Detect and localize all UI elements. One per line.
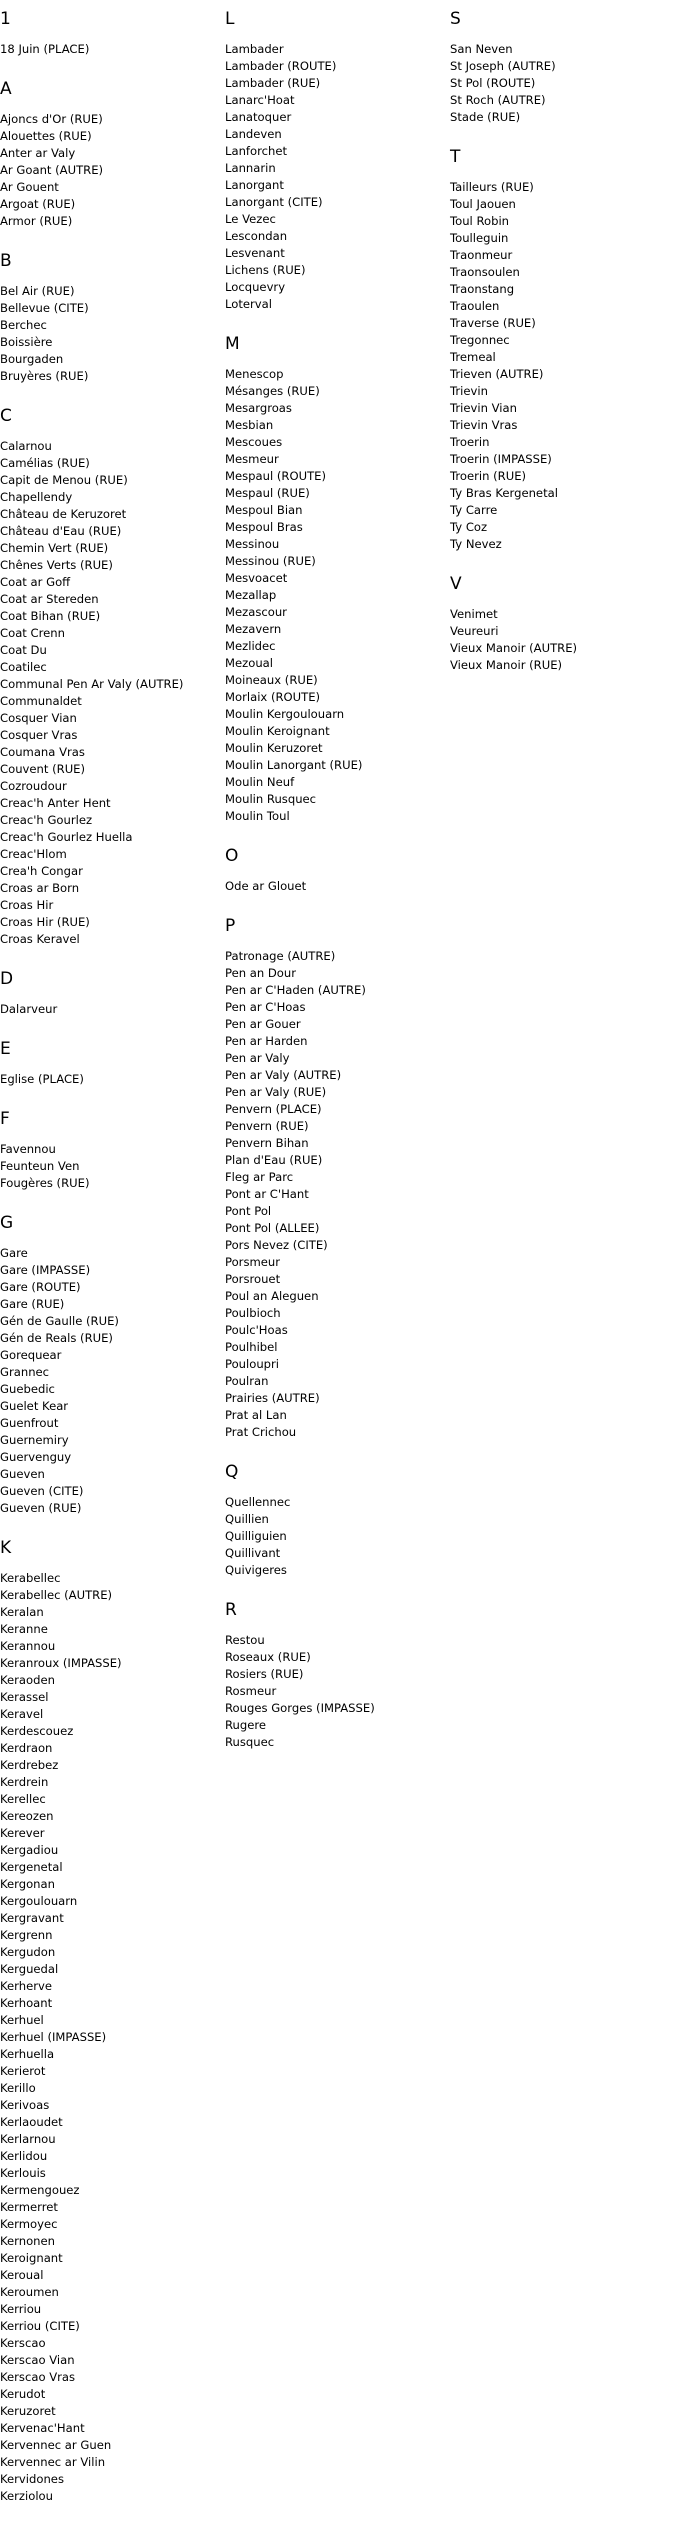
street-entry: Lanarc'Hoat xyxy=(225,93,295,107)
street-entry: Pen ar Gouer xyxy=(225,1017,301,1031)
street-entry: Prairies (AUTRE) xyxy=(225,1391,320,1405)
street-entry: 18 Juin (PLACE) xyxy=(0,42,90,56)
street-entry: Mespoul Bian xyxy=(225,503,303,517)
street-entry: Couvent (RUE) xyxy=(0,762,86,776)
street-entry: Penvern Bihan xyxy=(225,1136,309,1150)
street-entry: Poulran xyxy=(225,1374,269,1388)
street-entry: Kerdraon xyxy=(0,1741,53,1755)
street-entry: Mespaul (ROUTE) xyxy=(225,469,327,483)
section-letter-heading: O xyxy=(225,846,239,866)
street-entry: Bourgaden xyxy=(0,352,64,366)
section-letter-heading: 1 xyxy=(0,9,11,29)
street-entry: Keroual xyxy=(0,2268,44,2282)
street-entry: Mesargroas xyxy=(225,401,292,415)
street-entry: Kereozen xyxy=(0,1809,54,1823)
street-entry: Kerlaoudet xyxy=(0,2115,63,2129)
street-entry: Tregonnec xyxy=(450,333,510,347)
street-entry: Ty Bras Kergenetal xyxy=(450,486,558,500)
street-entry: Kerhoant xyxy=(0,1996,53,2010)
street-entry: Guebedic xyxy=(0,1382,55,1396)
street-entry: Lanorgant (CITE) xyxy=(225,195,323,209)
street-entry: Lesvenant xyxy=(225,246,285,260)
street-entry: Kerever xyxy=(0,1826,45,1840)
street-entry: Mezlidec xyxy=(225,639,276,653)
street-entry: Coat ar Stereden xyxy=(0,592,99,606)
street-entry: Creac'h Gourlez xyxy=(0,813,93,827)
street-entry: Stade (RUE) xyxy=(450,110,521,124)
street-entry: Kerriou xyxy=(0,2302,42,2316)
street-entry: Kergravant xyxy=(0,1911,64,1925)
street-entry: Feunteun Ven xyxy=(0,1159,80,1173)
street-entry: Lambader xyxy=(225,42,284,56)
street-entry: Bellevue (CITE) xyxy=(0,301,89,315)
street-entry: Coat ar Goff xyxy=(0,575,71,589)
street-entry: Creac'Hlom xyxy=(0,847,67,861)
street-entry: Berchec xyxy=(0,318,47,332)
letter-section xyxy=(0,78,225,230)
street-entry: Creac'h Anter Hent xyxy=(0,796,111,810)
street-entry: Kerguedal xyxy=(0,1962,59,1976)
street-entry: Lanorgant xyxy=(225,178,284,192)
letter-section xyxy=(0,250,225,385)
street-entry: Kerziolou xyxy=(0,2489,53,2503)
street-entry: Morlaix (ROUTE) xyxy=(225,690,321,704)
street-entry: Lambader (RUE) xyxy=(225,76,321,90)
letter-section xyxy=(0,8,225,58)
street-entry: Pen ar C'Hoas xyxy=(225,1000,306,1014)
street-entry: Toul Jaouen xyxy=(450,197,516,211)
street-entry: Traonstang xyxy=(450,282,515,296)
street-entry: Kerscao Vian xyxy=(0,2353,75,2367)
street-entry: Coat Bihan (RUE) xyxy=(0,609,101,623)
street-entry: Coatilec xyxy=(0,660,47,674)
street-entry: Poul an Aleguen xyxy=(225,1289,319,1303)
street-entry: Cosquer Vian xyxy=(0,711,77,725)
section-letter-heading: C xyxy=(0,406,12,426)
street-entry: Troerin (RUE) xyxy=(450,469,527,483)
street-entry: Quellennec xyxy=(225,1495,291,1509)
street-entry: Kerivoas xyxy=(0,2098,50,2112)
street-entry: Rugere xyxy=(225,1718,267,1732)
street-entry: Troerin xyxy=(450,435,490,449)
street-entry: Gare (IMPASSE) xyxy=(0,1263,91,1277)
street-entry: Trievin xyxy=(450,384,488,398)
street-entry: Eglise (PLACE) xyxy=(0,1072,84,1086)
street-entry: Quillien xyxy=(225,1512,269,1526)
street-entry: Mésanges (RUE) xyxy=(225,384,320,398)
street-entry: Kergrenn xyxy=(0,1928,53,1942)
street-entry: Pen ar Valy (RUE) xyxy=(225,1085,327,1099)
street-entry: Mezallap xyxy=(225,588,277,602)
street-entry: Rosiers (RUE) xyxy=(225,1667,304,1681)
street-entry: Lescondan xyxy=(225,229,288,243)
letter-section xyxy=(450,146,675,553)
street-entry: Mesvoacet xyxy=(225,571,288,585)
street-entry: Poulc'Hoas xyxy=(225,1323,288,1337)
street-entry: Kermoyec xyxy=(0,2217,58,2231)
street-entry: Roseaux (RUE) xyxy=(225,1650,311,1664)
street-entry: Gén de Gaulle (RUE) xyxy=(0,1314,119,1328)
letter-section xyxy=(225,1599,450,1751)
street-entry: Armor (RUE) xyxy=(0,214,73,228)
street-entry: Cosquer Vras xyxy=(0,728,78,742)
street-entry: Pouloupri xyxy=(225,1357,280,1371)
section-letter-heading: L xyxy=(225,9,235,29)
street-entry: Troerin (IMPASSE) xyxy=(450,452,552,466)
street-entry: Keroignant xyxy=(0,2251,63,2265)
street-entry: Trievin Vian xyxy=(450,401,517,415)
street-entry: Gén de Reals (RUE) xyxy=(0,1331,113,1345)
street-entry: Toulleguin xyxy=(450,231,509,245)
section-letter-heading: G xyxy=(0,1213,14,1233)
street-entry: Kerudot xyxy=(0,2387,46,2401)
street-entry: Lanforchet xyxy=(225,144,287,158)
street-entry: Ty Carre xyxy=(450,503,498,517)
letter-section xyxy=(0,1038,225,1088)
section-letter-heading: B xyxy=(0,251,12,271)
street-entry: Rusquec xyxy=(225,1735,275,1749)
letter-section xyxy=(0,1537,225,2505)
street-entry: Penvern (PLACE) xyxy=(225,1102,322,1116)
street-entry: Pont Pol (ALLEE) xyxy=(225,1221,320,1235)
street-entry: Rosmeur xyxy=(225,1684,277,1698)
street-entry: Moulin Lanorgant (RUE) xyxy=(225,758,363,772)
street-entry: Moulin Toul xyxy=(225,809,290,823)
street-entry: Ar Goant (AUTRE) xyxy=(0,163,104,177)
street-entry: Poulhibel xyxy=(225,1340,278,1354)
section-letter-heading: A xyxy=(0,79,12,99)
street-entry: Ty Coz xyxy=(450,520,488,534)
street-entry: Kernonen xyxy=(0,2234,55,2248)
section-letter-heading: D xyxy=(0,969,14,989)
street-entry: Cozroudour xyxy=(0,779,67,793)
street-entry: Kerriou (CITE) xyxy=(0,2319,80,2333)
section-letter-heading: F xyxy=(0,1109,10,1129)
section-letter-heading: R xyxy=(225,1600,237,1620)
street-entry: Pen ar C'Haden (AUTRE) xyxy=(225,983,366,997)
street-entry: Chemin Vert (RUE) xyxy=(0,541,109,555)
street-entry: Tailleurs (RUE) xyxy=(450,180,534,194)
street-entry: Loterval xyxy=(225,297,272,311)
street-entry: Chênes Verts (RUE) xyxy=(0,558,113,572)
street-entry: Kerillo xyxy=(0,2081,36,2095)
street-entry: Pen ar Valy xyxy=(225,1051,290,1065)
street-entry: Kerdescouez xyxy=(0,1724,74,1738)
street-entry: Kerabellec xyxy=(0,1571,61,1585)
street-entry: Gueven (CITE) xyxy=(0,1484,84,1498)
street-entry: Trievin Vras xyxy=(450,418,518,432)
letter-section xyxy=(225,1461,450,1579)
street-entry: Lambader (ROUTE) xyxy=(225,59,337,73)
street-entry: Bel Air (RUE) xyxy=(0,284,75,298)
street-entry: Kerierot xyxy=(0,2064,46,2078)
section-letter-heading: S xyxy=(450,9,461,29)
street-entry: Château de Keruzoret xyxy=(0,507,127,521)
street-entry: Creac'h Gourlez Huella xyxy=(0,830,133,844)
street-entry: San Neven xyxy=(450,42,513,56)
street-entry: Keranroux (IMPASSE) xyxy=(0,1656,122,1670)
column-3 xyxy=(450,8,675,694)
street-entry: Kergonan xyxy=(0,1877,55,1891)
street-entry: Kerlarnou xyxy=(0,2132,56,2146)
street-entry: Kermengouez xyxy=(0,2183,80,2197)
street-entry: Kermerret xyxy=(0,2200,58,2214)
section-letter-heading: V xyxy=(450,574,462,594)
street-entry: Mezoual xyxy=(225,656,273,670)
street-entry: Lanatoquer xyxy=(225,110,292,124)
street-entry: Keruzoret xyxy=(0,2404,56,2418)
street-entry: Menescop xyxy=(225,367,284,381)
street-entry: Penvern (RUE) xyxy=(225,1119,309,1133)
street-entry: Landeven xyxy=(225,127,282,141)
section-letter-heading: E xyxy=(0,1039,11,1059)
letter-section xyxy=(0,1212,225,1517)
section-letter-heading: T xyxy=(450,147,461,167)
street-entry: Fougères (RUE) xyxy=(0,1176,90,1190)
street-entry: Mesbian xyxy=(225,418,274,432)
street-entry: Prat Crichou xyxy=(225,1425,297,1439)
street-entry: Toul Robin xyxy=(450,214,510,228)
street-entry: Coat Du xyxy=(0,643,47,657)
street-entry: St Roch (AUTRE) xyxy=(450,93,546,107)
street-entry: Guenfrout xyxy=(0,1416,59,1430)
street-entry: Calarnou xyxy=(0,439,52,453)
street-entry: Communaldet xyxy=(0,694,82,708)
street-entry: Croas ar Born xyxy=(0,881,80,895)
street-entry: Kerellec xyxy=(0,1792,46,1806)
street-entry: Bruyères (RUE) xyxy=(0,369,89,383)
street-entry: Moulin Kergoulouarn xyxy=(225,707,345,721)
street-entry: Veureuri xyxy=(450,624,499,638)
street-entry: Keralan xyxy=(0,1605,44,1619)
street-entry: Kerhuel (IMPASSE) xyxy=(0,2030,107,2044)
street-entry: Château d'Eau (RUE) xyxy=(0,524,122,538)
street-entry: Kerabellec (AUTRE) xyxy=(0,1588,113,1602)
street-entry: Kergudon xyxy=(0,1945,56,1959)
section-letter-heading: P xyxy=(225,916,236,936)
letter-section xyxy=(450,573,675,674)
street-entry: Kervidones xyxy=(0,2472,64,2486)
street-entry: Ty Nevez xyxy=(450,537,502,551)
street-entry: Gorequear xyxy=(0,1348,62,1362)
street-entry: Keroumen xyxy=(0,2285,59,2299)
street-entry: Keraoden xyxy=(0,1673,55,1687)
street-entry: Traverse (RUE) xyxy=(450,316,536,330)
street-entry: Anter ar Valy xyxy=(0,146,76,160)
street-entry: Pont Pol xyxy=(225,1204,272,1218)
street-entry: Alouettes (RUE) xyxy=(0,129,92,143)
street-entry: Kerlidou xyxy=(0,2149,48,2163)
street-entry: Camélias (RUE) xyxy=(0,456,90,470)
street-entry: Gare xyxy=(0,1246,28,1260)
column-1 xyxy=(0,8,225,2525)
street-entry: Mezascour xyxy=(225,605,287,619)
street-entry: Quilliguien xyxy=(225,1529,287,1543)
letter-section xyxy=(225,8,450,313)
street-entry: Kerscao Vras xyxy=(0,2370,76,2384)
street-entry: Kerhuella xyxy=(0,2047,55,2061)
street-entry: Plan d'Eau (RUE) xyxy=(225,1153,323,1167)
street-entry: Capit de Menou (RUE) xyxy=(0,473,128,487)
street-entry: Porsrouet xyxy=(225,1272,281,1286)
section-letter-heading: Q xyxy=(225,1462,239,1482)
letter-section xyxy=(0,1108,225,1192)
street-entry: Porsmeur xyxy=(225,1255,281,1269)
street-entry: Kerdrein xyxy=(0,1775,49,1789)
street-entry: Rouges Gorges (IMPASSE) xyxy=(225,1701,375,1715)
street-entry: Chapellendy xyxy=(0,490,73,504)
street-entry: Kerlouis xyxy=(0,2166,46,2180)
street-entry: Vieux Manoir (AUTRE) xyxy=(450,641,578,655)
letter-section xyxy=(225,845,450,895)
street-entry: Ajoncs d'Or (RUE) xyxy=(0,112,103,126)
street-entry: Moulin Rusquec xyxy=(225,792,317,806)
street-entry: St Pol (ROUTE) xyxy=(450,76,536,90)
street-entry: Gueven xyxy=(0,1467,45,1481)
street-entry: Fleg ar Parc xyxy=(225,1170,294,1184)
street-entry: Vieux Manoir (RUE) xyxy=(450,658,563,672)
street-entry: Argoat (RUE) xyxy=(0,197,76,211)
letter-section xyxy=(225,333,450,825)
street-entry: Kergadiou xyxy=(0,1843,59,1857)
street-entry: Mezavern xyxy=(225,622,282,636)
letter-section xyxy=(0,968,225,1018)
street-entry: Ar Gouent xyxy=(0,180,59,194)
street-entry: Moulin Keruzoret xyxy=(225,741,323,755)
street-entry: Kerassel xyxy=(0,1690,49,1704)
street-entry: Locquevry xyxy=(225,280,286,294)
street-entry: Guervenguy xyxy=(0,1450,72,1464)
street-entry: Croas Hir xyxy=(0,898,54,912)
street-entry: Kerdrebez xyxy=(0,1758,59,1772)
street-entry: Communal Pen Ar Valy (AUTRE) xyxy=(0,677,184,691)
street-entry: Prat al Lan xyxy=(225,1408,287,1422)
street-entry: Traoulen xyxy=(450,299,500,313)
street-entry: Croas Hir (RUE) xyxy=(0,915,90,929)
street-entry: Patronage (AUTRE) xyxy=(225,949,336,963)
street-entry: Moineaux (RUE) xyxy=(225,673,318,687)
street-entry: Crea'h Congar xyxy=(0,864,83,878)
street-entry: Pen ar Valy (AUTRE) xyxy=(225,1068,342,1082)
street-entry: Keranne xyxy=(0,1622,48,1636)
street-entry: Coat Crenn xyxy=(0,626,65,640)
street-entry: Kerscao xyxy=(0,2336,46,2350)
street-entry: Kerherve xyxy=(0,1979,52,1993)
street-entry: Kerannou xyxy=(0,1639,56,1653)
street-entry: Mespoul Bras xyxy=(225,520,303,534)
street-entry: Poulbioch xyxy=(225,1306,281,1320)
street-entry: Restou xyxy=(225,1633,265,1647)
street-entry: Kervennec ar Vilin xyxy=(0,2455,106,2469)
column-2 xyxy=(225,8,450,1771)
street-entry: Coumana Vras xyxy=(0,745,85,759)
section-letter-heading: K xyxy=(0,1538,12,1558)
street-entry: Gueven (RUE) xyxy=(0,1501,82,1515)
street-entry: Pont ar C'Hant xyxy=(225,1187,309,1201)
street-entry: Dalarveur xyxy=(0,1002,58,1016)
letter-section xyxy=(225,915,450,1441)
street-entry: Quillivant xyxy=(225,1546,281,1560)
street-entry: Mespaul (RUE) xyxy=(225,486,310,500)
street-entry: Favennou xyxy=(0,1142,56,1156)
street-entry: Keravel xyxy=(0,1707,44,1721)
street-entry: Lannarin xyxy=(225,161,276,175)
street-entry: Venimet xyxy=(450,607,498,621)
street-entry: Lichens (RUE) xyxy=(225,263,306,277)
street-entry: Guernemiry xyxy=(0,1433,69,1447)
street-entry: Pen ar Harden xyxy=(225,1034,308,1048)
street-entry: St Joseph (AUTRE) xyxy=(450,59,556,73)
street-entry: Guelet Kear xyxy=(0,1399,69,1413)
street-entry: Le Vezec xyxy=(225,212,276,226)
street-entry: Messinou (RUE) xyxy=(225,554,316,568)
street-entry: Kergenetal xyxy=(0,1860,63,1874)
section-letter-heading: M xyxy=(225,334,240,354)
street-entry: Kervennec ar Guen xyxy=(0,2438,112,2452)
street-entry: Pors Nevez (CITE) xyxy=(225,1238,328,1252)
street-entry: Moulin Neuf xyxy=(225,775,295,789)
street-entry: Traonsoulen xyxy=(450,265,520,279)
street-entry: Kerhuel xyxy=(0,2013,44,2027)
street-entry: Pen an Dour xyxy=(225,966,297,980)
street-entry: Kervenac'Hant xyxy=(0,2421,85,2435)
street-entry: Croas Keravel xyxy=(0,932,80,946)
street-entry: Messinou xyxy=(225,537,280,551)
street-entry: Gare (RUE) xyxy=(0,1297,65,1311)
street-entry: Ode ar Glouet xyxy=(225,879,307,893)
letter-section xyxy=(0,405,225,948)
street-entry: Kergoulouarn xyxy=(0,1894,78,1908)
street-entry: Mescoues xyxy=(225,435,283,449)
street-entry: Moulin Keroignant xyxy=(225,724,330,738)
street-entry: Trieven (AUTRE) xyxy=(450,367,544,381)
street-entry: Traonmeur xyxy=(450,248,513,262)
street-entry: Tremeal xyxy=(450,350,496,364)
street-entry: Gare (ROUTE) xyxy=(0,1280,81,1294)
street-entry: Mesmeur xyxy=(225,452,279,466)
street-entry: Boissière xyxy=(0,335,53,349)
street-entry: Grannec xyxy=(0,1365,50,1379)
letter-section xyxy=(450,8,675,126)
street-entry: Quivigeres xyxy=(225,1563,287,1577)
